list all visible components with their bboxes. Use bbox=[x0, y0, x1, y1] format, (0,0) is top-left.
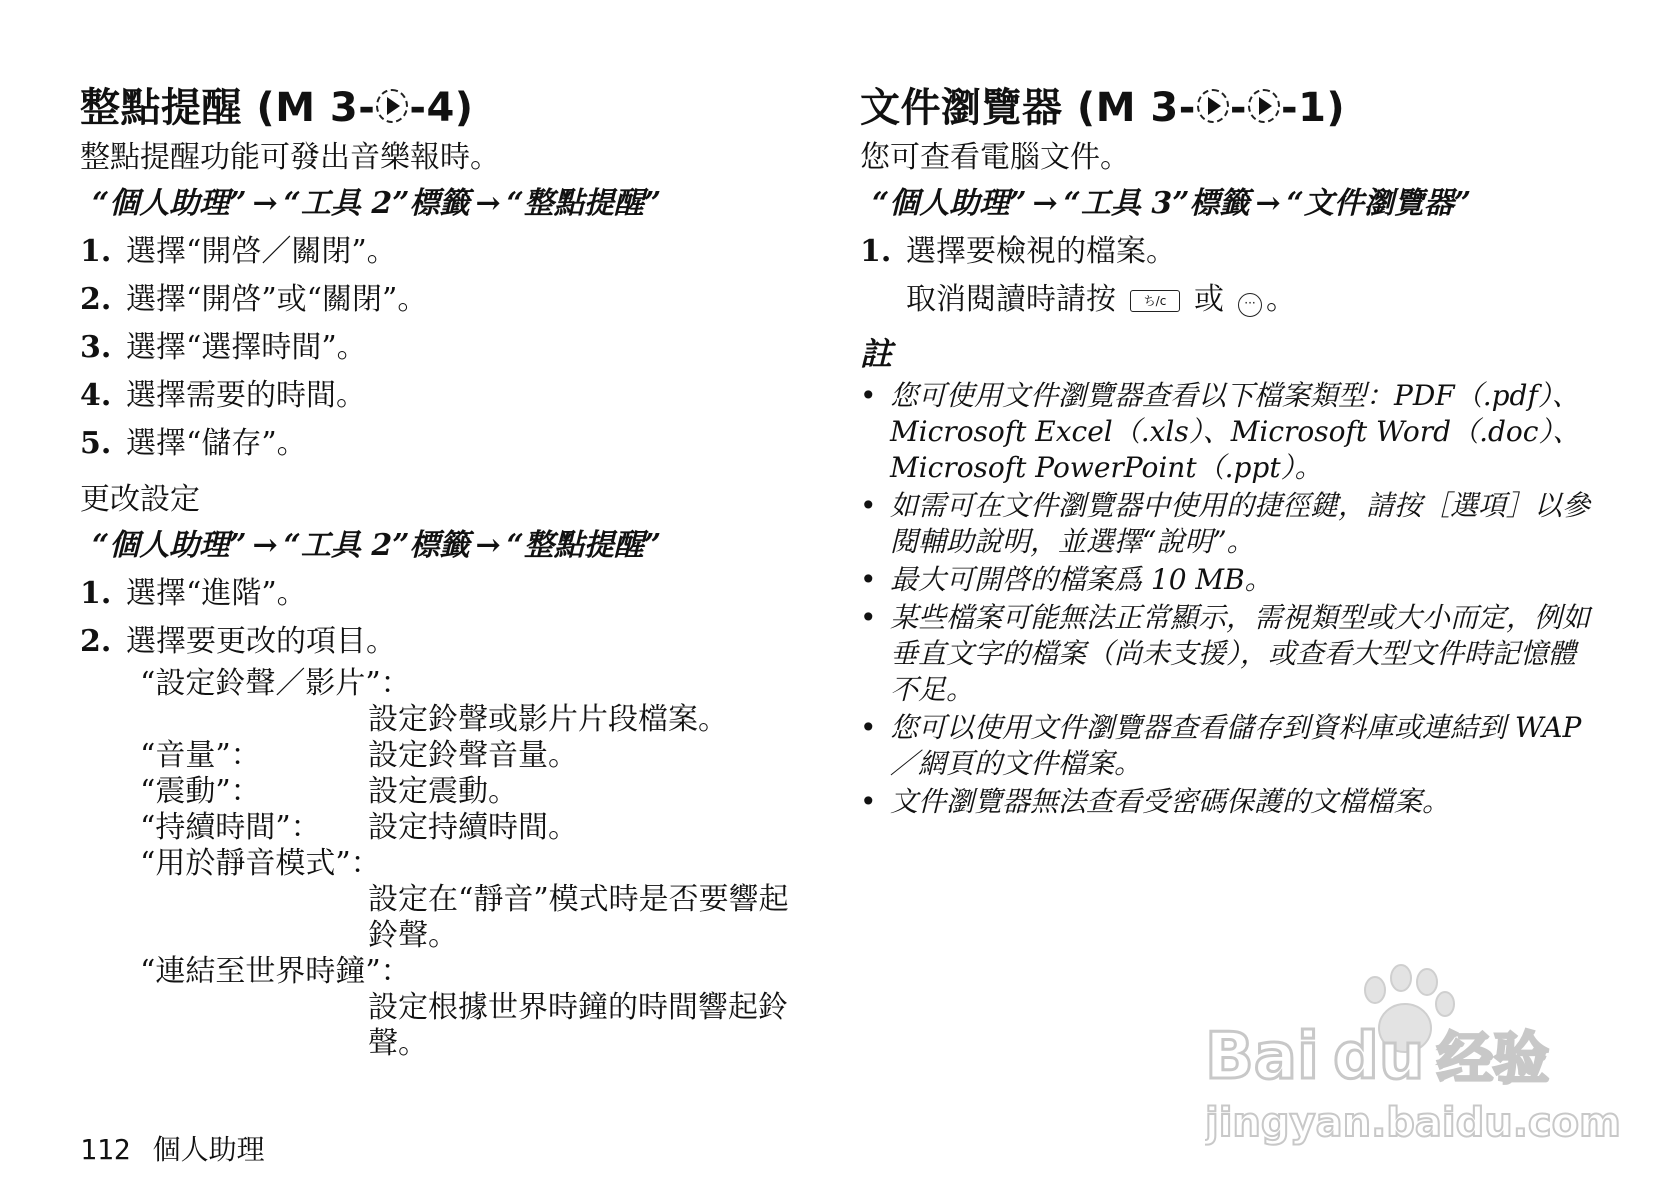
option-key: “音量”： bbox=[140, 738, 261, 773]
note-item: • 最大可開啓的檔案爲 10 MB。 bbox=[860, 562, 1590, 598]
option-item bbox=[140, 774, 820, 810]
section-title-hourly-alert: 整點提醒 (M 3- -4) bbox=[80, 85, 474, 131]
steps-list bbox=[80, 570, 820, 666]
navigation-right-icon bbox=[1248, 89, 1280, 123]
step-item: 1. 選擇“開啓／關閉”。 bbox=[80, 234, 397, 269]
arrow-icon: → bbox=[252, 528, 278, 563]
page-number: 112 bbox=[80, 1133, 131, 1166]
option-key: “連結至世界時鐘”： bbox=[140, 954, 411, 989]
cancel-instruction: 取消閱讀時請按 ち/c 或 ··· 。 bbox=[906, 282, 1296, 317]
menu-path: “個人助理” → “工具 2”標籤 → “整點提醒” bbox=[92, 186, 662, 221]
menu-path: “個人助理” → “工具 2”標籤 → “整點提醒” bbox=[92, 528, 662, 563]
left-column bbox=[80, 80, 820, 1062]
step-item: 3. 選擇“選擇時間”。 bbox=[80, 330, 367, 365]
option-desc: 設定鈴聲或影片片段檔案。 bbox=[368, 702, 728, 737]
section-title-document-viewer: 文件瀏覽器 (M 3- - -1) bbox=[860, 85, 1346, 131]
note-item: • 您可以使用文件瀏覽器查看儲存到資料庫或連結到 WAP／網頁的文件檔案。 bbox=[860, 710, 1590, 782]
arrow-icon: → bbox=[252, 186, 278, 221]
step-item: 4. 選擇需要的時間。 bbox=[80, 378, 366, 413]
arrow-icon: → bbox=[1255, 186, 1281, 221]
options-key-icon: ··· bbox=[1238, 293, 1262, 317]
option-key: “用於靜音模式”： bbox=[140, 846, 381, 881]
step-item: 1. 選擇“進階”。 bbox=[80, 576, 307, 611]
option-item bbox=[140, 738, 820, 774]
option-item bbox=[140, 810, 820, 846]
watermark-url: jingyan.baidu.com bbox=[1205, 1100, 1621, 1146]
navigation-right-icon bbox=[376, 89, 408, 123]
option-desc: 設定持續時間。 bbox=[368, 810, 578, 845]
arrow-icon: → bbox=[1032, 186, 1058, 221]
option-desc: 設定鈴聲音量。 bbox=[368, 738, 578, 773]
back-key-icon: ち/c bbox=[1130, 290, 1180, 312]
page-footer bbox=[80, 1128, 265, 1168]
arrow-icon: → bbox=[475, 528, 501, 563]
note-item: • 文件瀏覽器無法查看受密碼保護的文檔檔案。 bbox=[860, 784, 1590, 820]
menu-path: “個人助理” → “工具 3”標籤 → “文件瀏覽器” bbox=[872, 186, 1472, 221]
brand-text-b: du bbox=[1333, 1020, 1425, 1094]
note-item: • 如需可在文件瀏覽器中使用的捷徑鍵，請按［選項］以參閱輔助說明，並選擇“說明”。 bbox=[860, 488, 1590, 560]
option-item bbox=[140, 666, 820, 738]
subheading-change-settings: 更改設定 bbox=[80, 482, 200, 517]
step-item: 5. 選擇“儲存”。 bbox=[80, 426, 307, 461]
option-key: “持續時間”： bbox=[140, 810, 321, 845]
arrow-icon: → bbox=[475, 186, 501, 221]
option-desc: 設定震動。 bbox=[368, 774, 518, 809]
note-heading: 註 bbox=[860, 335, 893, 373]
section-intro: 整點提醒功能可發出音樂報時。 bbox=[80, 140, 500, 175]
option-item bbox=[140, 954, 820, 1062]
note-item: • 某些檔案可能無法正常顯示，需視類型或大小而定，例如垂直文字的檔案（尚未支援），或查看大型文件時記憶體不足。 bbox=[860, 600, 1590, 708]
option-desc: 設定根據世界時鐘的時間響起鈴聲。 bbox=[368, 990, 788, 1061]
step-item: 2. 選擇要更改的項目。 bbox=[80, 624, 396, 659]
note-item: • 您可使用文件瀏覽器查看以下檔案類型：PDF（.pdf）、Microsoft Excel（.xls）、Microsoft Word（.doc）、Microsoft PowerPoint（.ppt）。 bbox=[860, 378, 1590, 486]
right-column bbox=[860, 80, 1590, 822]
option-key: “震動”： bbox=[140, 774, 261, 809]
section-name: 個人助理 bbox=[152, 1133, 265, 1166]
step-item: 1. 選擇要檢視的檔案。 bbox=[860, 234, 1176, 269]
section-intro: 您可查看電腦文件。 bbox=[860, 140, 1130, 175]
options-list bbox=[140, 666, 820, 1062]
option-item bbox=[140, 846, 820, 954]
steps-list bbox=[80, 228, 820, 468]
brand-text-a: Bai bbox=[1205, 1020, 1319, 1094]
navigation-right-icon bbox=[1197, 89, 1229, 123]
notes-list bbox=[860, 378, 1590, 820]
option-key: “設定鈴聲／影片”： bbox=[140, 666, 411, 701]
step-item: 2. 選擇“開啓”或“關閉”。 bbox=[80, 282, 428, 317]
baidu-watermark-logo bbox=[1205, 960, 1625, 1150]
brand-text-c: 经验 bbox=[1437, 1027, 1549, 1092]
option-desc: 設定在“靜音”模式時是否要響起鈴聲。 bbox=[368, 882, 789, 953]
